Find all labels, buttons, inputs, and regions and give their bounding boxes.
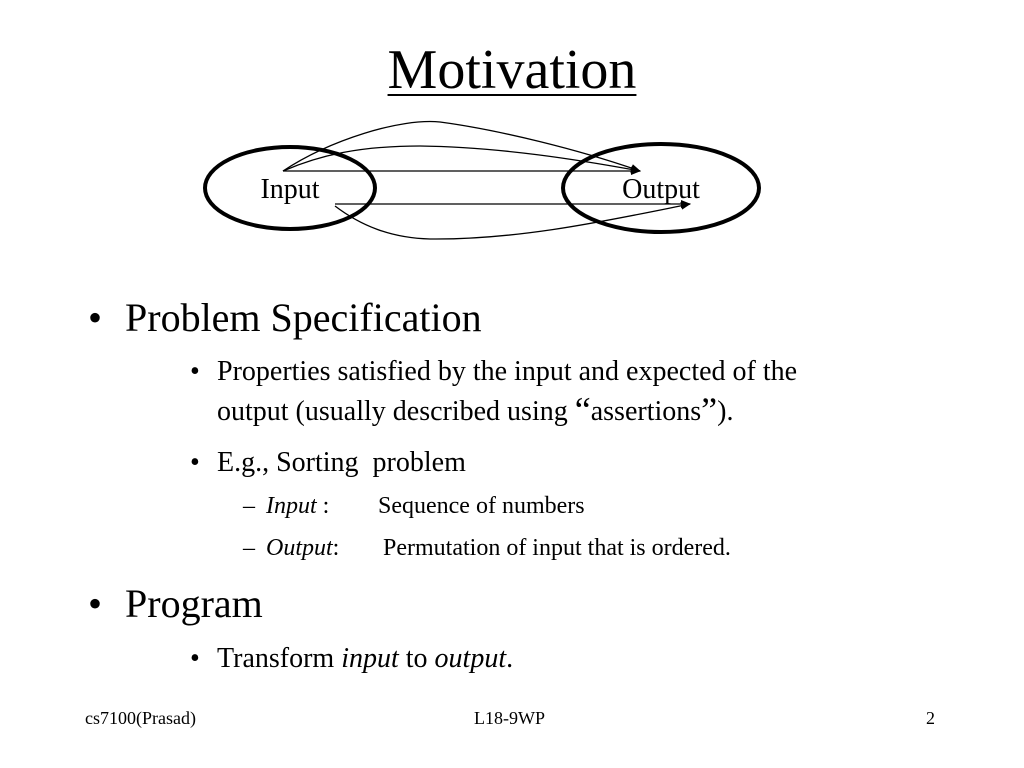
input-description: Sequence of numbers	[378, 493, 585, 519]
transform-input-word: input	[341, 643, 399, 674]
output-description: Permutation of input that is ordered.	[383, 535, 731, 561]
output-term: Output	[266, 535, 333, 561]
bullet-transform	[217, 643, 513, 675]
mapping-arrow-arc-low	[335, 204, 690, 239]
bullet-program: Program	[125, 581, 263, 626]
bullet-marker: •	[190, 643, 200, 674]
sub-item-output	[266, 534, 339, 562]
footer-course: cs7100(Prasad)	[85, 708, 196, 728]
bullet-properties-line-1: Properties satisfied by the input and expected of the	[217, 356, 798, 387]
input-term: Input	[266, 493, 317, 519]
sub-item-input	[266, 492, 329, 520]
slide-title-text: Motivation	[387, 39, 637, 101]
footer-lecture-id: L18-9WP	[474, 708, 545, 728]
bullet-properties-line-2	[217, 390, 734, 430]
dash-marker: –	[243, 535, 255, 561]
bullet-marker: •	[88, 581, 103, 626]
input-label: Input	[260, 174, 320, 205]
properties-line-2-suffix: ).	[717, 396, 734, 427]
bullet-sorting-example: E.g., Sorting problem	[217, 447, 466, 478]
transform-middle: to	[398, 643, 435, 674]
mapping-arrow-arc-high	[283, 122, 640, 171]
input-separator: :	[316, 493, 330, 519]
bullet-marker: •	[88, 295, 103, 340]
bullet-marker: •	[190, 356, 200, 387]
input-output-diagram	[0, 0, 1024, 260]
output-label: Output	[622, 174, 700, 205]
transform-output-word: output	[434, 643, 507, 674]
properties-line-2-prefix: output (usually described using	[217, 396, 575, 427]
close-quote: ”	[701, 390, 718, 430]
dash-marker: –	[243, 493, 255, 519]
footer-page-number: 2	[926, 708, 935, 728]
assertions-word: assertions	[590, 396, 702, 427]
open-quote: “	[574, 390, 591, 430]
transform-prefix: Transform	[217, 643, 342, 674]
bullet-problem-specification: Problem Specification	[125, 295, 482, 340]
output-separator: :	[332, 535, 340, 561]
transform-suffix: .	[506, 643, 514, 674]
bullet-marker: •	[190, 447, 200, 478]
